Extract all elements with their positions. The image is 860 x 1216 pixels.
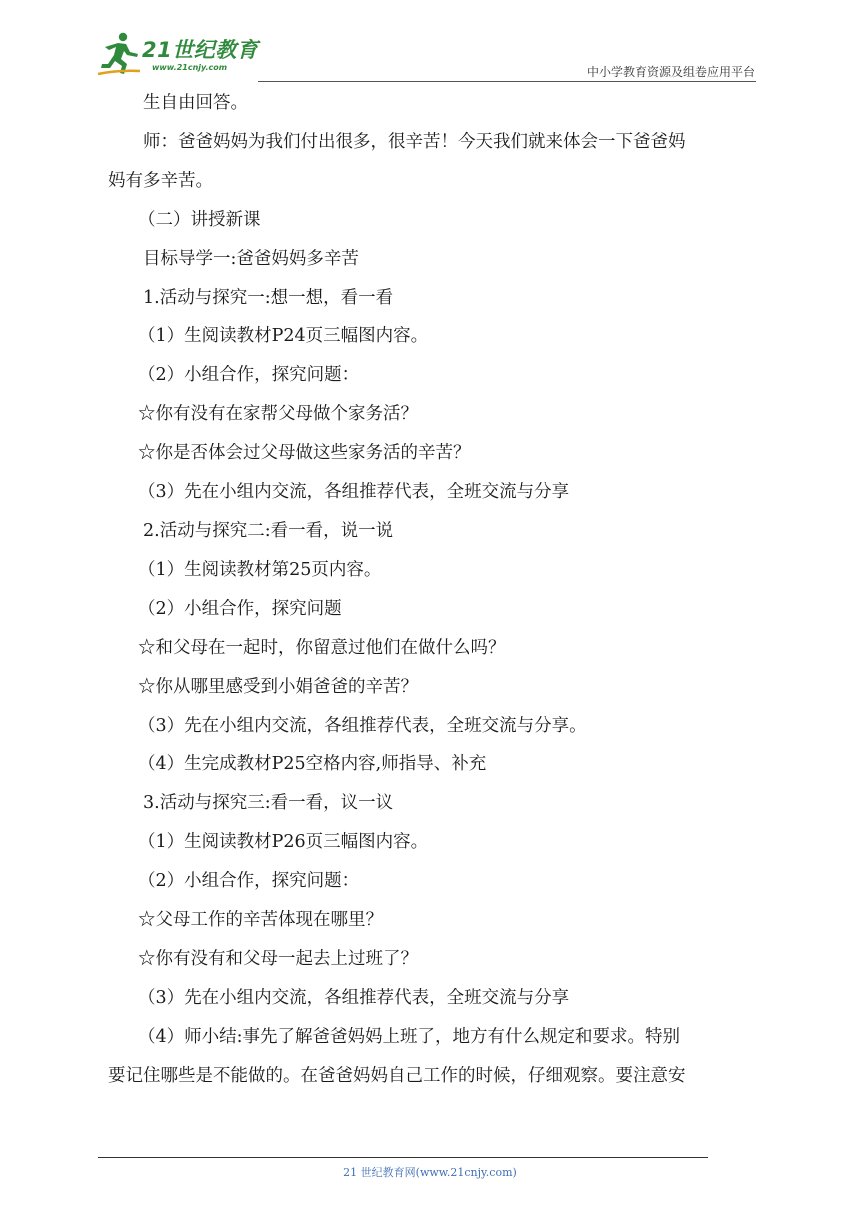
step-item: （1）生阅读教材P26页三幅图内容。	[138, 832, 429, 853]
step-item: （1）生阅读教材第25页内容。	[138, 559, 382, 580]
logo-url: www.21cnjy.com	[152, 63, 228, 72]
running-figure-icon	[96, 30, 144, 76]
platform-title: 中小学教育资源及组卷应用平台	[586, 65, 755, 79]
question-item: ☆你有没有在家帮父母做个家务活？	[138, 404, 418, 425]
summary-item: （4）师小结:事先了解爸爸妈妈上班了，地方有什么规定和要求。特别	[138, 1026, 681, 1047]
document-body	[108, 84, 768, 1096]
site-logo	[96, 30, 266, 80]
step-item: （3）先在小组内交流，各组推荐代表，全班交流与分享	[138, 482, 570, 503]
footer-divider	[98, 1157, 708, 1158]
footer-text: 21 世纪教育网(www.21cnjy.com)	[343, 1166, 517, 1179]
step-item: （3）先在小组内交流，各组推荐代表，全班交流与分享	[138, 987, 570, 1008]
page-header	[0, 0, 860, 90]
question-item: ☆和父母在一起时，你留意过他们在做什么吗？	[138, 637, 506, 658]
logo-text: 21世纪教育	[142, 38, 259, 62]
activity-heading: 2.活动与探究二:看一看，说一说	[143, 520, 394, 541]
step-item: （2）小组合作，探究问题：	[138, 871, 360, 892]
goal-heading: 目标导学一:爸爸妈妈多辛苦	[143, 248, 359, 269]
question-item: ☆父母工作的辛苦体现在哪里？	[138, 910, 383, 931]
step-item: （2）小组合作，探究问题	[138, 598, 342, 619]
text-line: 师：爸爸妈妈为我们付出很多，很辛苦！今天我们就来体会一下爸爸妈	[143, 131, 686, 152]
text-line: 生自由回答。	[143, 93, 248, 113]
section-heading: （二）讲授新课	[138, 209, 261, 230]
question-item: ☆你有没有和父母一起去上过班了？	[138, 948, 418, 969]
step-item: （2）小组合作，探究问题：	[138, 365, 360, 386]
text-line: 妈有多辛苦。	[108, 170, 213, 191]
question-item: ☆你是否体会过父母做这些家务活的辛苦？	[138, 443, 471, 464]
step-item: （3）先在小组内交流，各组推荐代表，全班交流与分享。	[138, 715, 587, 736]
step-item: （1）生阅读教材P24页三幅图内容。	[138, 326, 429, 347]
question-item: ☆你从哪里感受到小娟爸爸的辛苦？	[138, 676, 418, 697]
text-line: 要记住哪些是不能做的。在爸爸妈妈自己工作的时候，仔细观察。要注意安	[108, 1065, 686, 1086]
step-item: （4）生完成教材P25空格内容,师指导、补充	[138, 754, 487, 775]
activity-heading: 1.活动与探究一:想一想，看一看	[143, 287, 394, 308]
activity-heading: 3.活动与探究三:看一看，议一议	[143, 793, 394, 814]
header-divider	[258, 81, 756, 82]
